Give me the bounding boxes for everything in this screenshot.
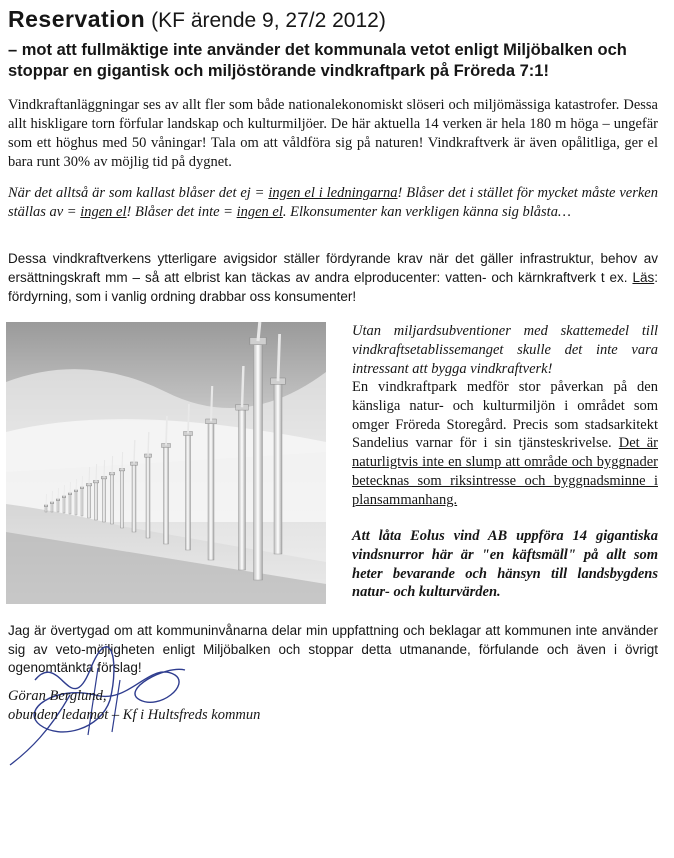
underlined-phrase: ingen el i ledningarna [268, 185, 398, 201]
turbine-tower [208, 422, 214, 560]
text-run: ! Blåser det inte = [126, 204, 237, 220]
turbine-tower [63, 497, 65, 513]
turbine-tower [164, 446, 169, 544]
turbine-tower [81, 488, 83, 516]
turbine-tower [103, 478, 106, 522]
paragraph-infrastructure [8, 249, 658, 306]
turbine-blade [188, 404, 189, 434]
case-reference: (KF ärende 9, 27/2 2012) [151, 9, 386, 32]
turbine-tower [95, 482, 98, 520]
turbine-blade [258, 322, 260, 341]
text-run: När det alltså är som kallast blåser det ej = [8, 185, 269, 201]
turbine-blade [96, 464, 97, 482]
closing-paragraph: Jag är övertygad om att kommuninvånarna delar min uppfattning och beklagar att kommunen inte använder sig av veto-möjligheten enligt Miljöbalken och stoppar detta utmanande, förfulande och även i övrigt ogenomtänkta förslag! [8, 623, 658, 675]
paragraph-intro: Vindkraftanläggningar ses av allt fler som både nationalekonomiskt slöseri och miljömässiga katastrofer. Dessa allt hiskligare torn förfular landskap och kulturmiljöer. De här aktuella 14 verken är hela 180 m höga – ungefär som ett höghus med 50 våningar! Tala om att våldföra sig på naturen! Vindkraftverk är även opålitliga, ger el bara runt 30% av möjlig tid på dygnet. [8, 97, 658, 170]
turbine-tower [186, 434, 191, 550]
turbine-tower [111, 474, 114, 524]
read-label: Läs [632, 270, 655, 285]
turbine-blade [134, 440, 135, 464]
turbine-tower [239, 408, 246, 570]
turbine-tower [69, 494, 71, 514]
impact-paragraph [352, 378, 658, 510]
wind-farm-photo [6, 322, 326, 604]
turbine-blade [122, 452, 123, 470]
document-subtitle: – mot att fullmäktige inte använder det kommunala vetot enligt Miljöbalken och stoppar en gigantisk och miljöstörande vindkraftpark på Fröreda 7:1! [8, 41, 627, 80]
text-run: ! Blåser det i stället för mycket måste verken ställas av = [8, 185, 658, 220]
turbine-blade [211, 386, 212, 421]
document-title: Reservation [8, 6, 146, 32]
turbine-tower [121, 470, 124, 528]
turbine-tower [254, 342, 263, 580]
turbine-blade [104, 460, 105, 478]
turbine-blade [112, 456, 113, 474]
subsidy-statement: Utan miljardsubventioner med skattemedel till vindkraftsetablissemanget skulle det inte vara intressant att bygga vindkraftverk! [352, 323, 658, 377]
turbine-tower [57, 500, 59, 512]
wind-farm-illustration [6, 322, 326, 604]
bold-statement: Att låta Eolus vind AB uppföra 14 gigantiska vindsnurror här är "en käftsmäll" på allt som heter bevarande och hänsyn till landsbygdens natur- och kulturvärden. [352, 528, 658, 601]
underlined-phrase: ingen el [236, 204, 283, 220]
turbine-tower [75, 491, 77, 515]
turbine-tower [51, 503, 53, 512]
paragraph-wind-argument [8, 184, 658, 222]
turbine-tower [146, 456, 150, 538]
turbine-blade [89, 467, 90, 485]
text-run: Dessa vindkraftverkens ytterligare avigsidor ställer fördyrande krav när det gäller infrastruktur, behov av ersättningskraft mm – så att elbrist kan täckas av andra elproducenter: vatten- och kärnkraftverk t ex. [8, 251, 658, 285]
text-run: : fördyrning, som i vanlig ordning drabbar oss konsumenter! [8, 270, 658, 304]
text-run: En vindkraftpark medför stor påverkan på den känsliga natur- och kulturmiljön i området som omger Fröreda Storegård. Precis som stadsarkitekt Sandelius varnar för i sin tjänsteskrivelse. [352, 379, 658, 452]
underlined-phrase: Det är naturligtvis inte en slump att område och byggnader betecknas som riksintresse och byggnadsminne i plansammanhang. [352, 435, 658, 508]
turbine-tower [274, 382, 282, 554]
turbine-tower [45, 506, 47, 512]
turbine-blade [166, 416, 167, 446]
turbine-blade [148, 432, 149, 456]
turbine-tower [88, 485, 91, 518]
signatory-name: Göran Berglund, [8, 688, 107, 704]
text-run: . Elkonsumenter kan verkligen känna sig blåsta… [282, 204, 571, 220]
turbine-tower [132, 464, 136, 532]
turbine-blade [242, 366, 243, 407]
signatory-title: obunden ledamot – Kf i Hultsfreds kommun [8, 707, 261, 723]
document-heading [8, 6, 668, 33]
underlined-phrase: ingen el [80, 204, 127, 220]
turbine-blade [278, 334, 280, 381]
